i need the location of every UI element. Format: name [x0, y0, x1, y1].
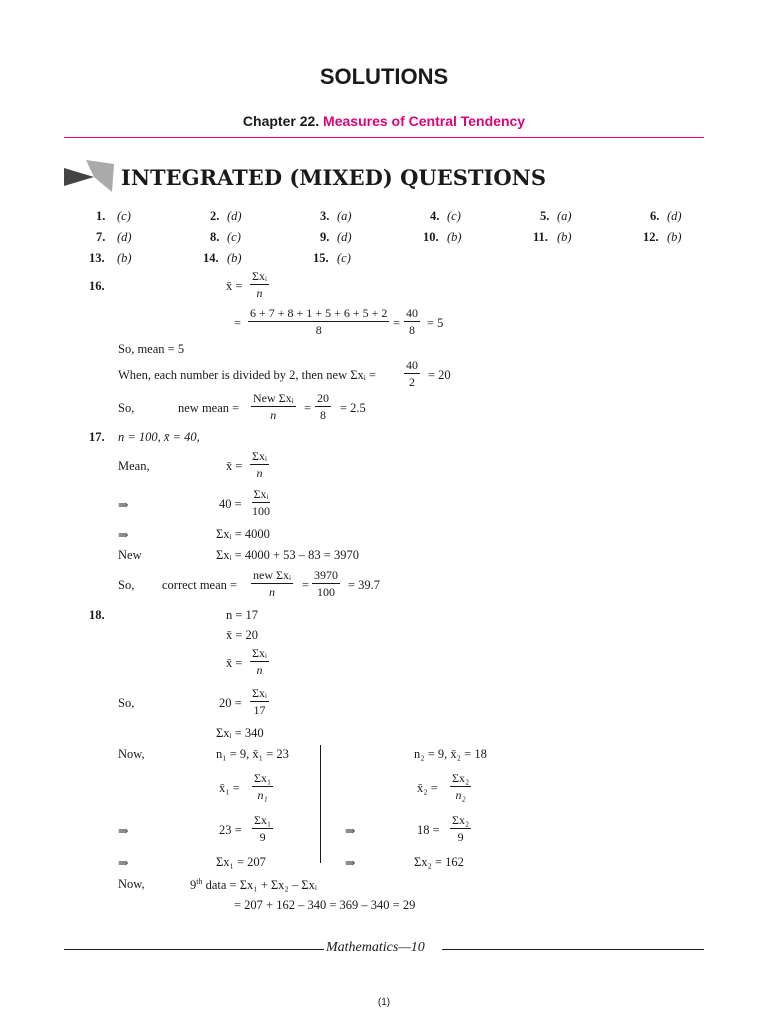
header-divider: [64, 137, 704, 138]
answer-choice: (a): [337, 209, 352, 223]
text-line: 20 =: [219, 696, 242, 710]
answer-number: 4.: [430, 209, 440, 223]
left-given: n₁ = 9, x̄₁ = 23: [216, 747, 289, 761]
result: = 5: [427, 316, 444, 330]
denominator: 8: [320, 408, 326, 422]
text-line: 40 =: [219, 497, 242, 511]
numerator: Σxᵢ: [252, 646, 267, 660]
denominator: 9: [259, 830, 266, 844]
answer-number: 2.: [210, 209, 220, 223]
equals: =: [234, 316, 242, 330]
fraction: [315, 391, 331, 422]
text-line: x̄ = 20: [226, 628, 259, 642]
denominator: 100: [317, 585, 335, 599]
answer-number: 9.: [320, 230, 330, 244]
footer-rule-left: [64, 949, 324, 950]
fraction: [250, 646, 269, 677]
right-given: n₂ = 9, x̄₂ = 18: [414, 747, 487, 761]
denominator: 100: [252, 504, 270, 518]
fraction: [250, 269, 269, 300]
fraction: [312, 568, 340, 599]
implies-arrow: ⇒: [345, 824, 356, 838]
fraction: [252, 813, 273, 844]
text-line: Σxᵢ = 4000 + 53 – 83 = 3970: [216, 548, 359, 562]
text-line: 18 =: [417, 823, 440, 837]
denominator: n: [256, 466, 263, 480]
numerator: Σx₂: [452, 813, 470, 827]
text-line: New: [118, 548, 142, 562]
text-line: So, mean = 5: [118, 342, 185, 356]
footer-title: Mathematics—10: [326, 940, 425, 955]
section-title: INTEGRATED (MIXED) QUESTIONS: [121, 165, 546, 190]
fraction: [250, 449, 269, 480]
xbar-label: x̄₁ =: [219, 781, 240, 795]
answer-number: 10.: [423, 230, 439, 244]
text-line: 23 =: [219, 823, 242, 837]
fraction: [404, 358, 420, 389]
question-number: 17.: [89, 430, 105, 444]
numerator: Σxᵢ: [252, 449, 267, 463]
xbar-label: x̄ =: [226, 279, 243, 293]
fraction: [248, 306, 389, 337]
section-arrow-icon: [64, 160, 116, 194]
numerator: 6 + 7 + 8 + 1 + 5 + 6 + 5 + 2: [250, 306, 388, 320]
question-number: 16.: [89, 279, 105, 293]
answer-number: 6.: [650, 209, 660, 223]
fraction: [250, 686, 269, 717]
implies-arrow: ⇒: [345, 856, 356, 870]
answer-number: 7.: [96, 230, 106, 244]
answer-choice: (a): [557, 209, 572, 223]
text-line: When, each number is divided by 2, then new Σxᵢ =: [118, 368, 376, 382]
ninth-suffix: th: [196, 877, 203, 886]
numerator: Σxᵢ: [253, 487, 269, 501]
text-line: Σx₂ = 162: [414, 855, 464, 869]
xbar-label: x̄ =: [226, 656, 243, 670]
answer-choice: (b): [117, 251, 132, 265]
chapter-name: Measures of Central Tendency: [323, 113, 526, 129]
answer-number: 5.: [540, 209, 550, 223]
text-line: Now,: [118, 747, 145, 761]
final-answer: = 207 + 162 – 340 = 369 – 340 = 29: [234, 898, 416, 912]
numerator: Σx₁: [254, 813, 272, 827]
numerator: 3970: [314, 568, 338, 582]
fraction: [450, 771, 471, 802]
text-line: Σxᵢ = 4000: [216, 527, 270, 541]
numerator: Σxᵢ: [252, 269, 267, 283]
answer-choice: (d): [337, 230, 352, 244]
answer-choice: (b): [447, 230, 462, 244]
numerator: 40: [406, 358, 418, 372]
text-line: Σx₁ = 207: [216, 855, 266, 869]
text-line: So,: [118, 696, 135, 710]
implies-arrow: ⇒: [118, 824, 129, 838]
text-line: Now,: [118, 877, 145, 891]
numerator: New Σxᵢ: [253, 391, 294, 405]
answer-number: 1.: [96, 209, 106, 223]
text-line: Σxᵢ = 340: [216, 726, 264, 740]
answer-choice: (d): [117, 230, 132, 244]
result: = 2.5: [340, 401, 366, 415]
equals: =: [304, 401, 312, 415]
ninth-data-line: [190, 877, 317, 893]
text-line: correct mean =: [162, 578, 238, 592]
denominator: 8: [315, 323, 322, 337]
denominator: n₁: [257, 788, 268, 802]
answer-choice: (c): [227, 230, 241, 244]
fraction: [251, 568, 293, 599]
answer-number: 3.: [320, 209, 330, 223]
fraction: [404, 306, 420, 337]
denominator: n₂: [455, 788, 466, 802]
answer-number: 11.: [533, 230, 548, 244]
answer-choice: (c): [447, 209, 461, 223]
fraction: [252, 771, 273, 802]
implies-arrow: ⇒: [118, 498, 129, 512]
numerator: Σx₁: [254, 771, 272, 785]
given-values: n = 100, x̄ = 40,: [118, 430, 200, 444]
answer-choice: (d): [667, 209, 682, 223]
equals: =: [393, 316, 401, 330]
answer-number: 13.: [89, 251, 105, 265]
implies-arrow: ⇒: [118, 528, 129, 542]
numerator: Σxᵢ: [252, 686, 267, 700]
chapter-prefix: Chapter 22.: [242, 113, 320, 129]
text-line: n = 17: [226, 608, 259, 622]
answer-number: 14.: [203, 251, 219, 265]
ninth-expression: data = Σx₁ + Σx₂ – Σxᵢ: [202, 878, 317, 893]
denominator: n: [268, 585, 275, 599]
fraction: [450, 813, 471, 844]
xbar-label: x̄ =: [226, 459, 243, 473]
answer-choice: (b): [667, 230, 682, 244]
answer-choice: (b): [227, 251, 242, 265]
footer-rule-right: [442, 949, 704, 950]
ninth-number: 9: [190, 878, 197, 893]
denominator: 2: [409, 375, 415, 389]
xbar-label: x̄₂ =: [417, 781, 438, 795]
column-divider: [320, 745, 321, 863]
numerator: 20: [317, 391, 329, 405]
page-number: (1): [377, 997, 391, 1008]
answer-choice: (d): [227, 209, 242, 223]
denominator: n: [256, 663, 263, 677]
implies-arrow: ⇒: [118, 856, 129, 870]
denominator: 8: [409, 323, 415, 337]
result: = 20: [428, 368, 451, 382]
numerator: new Σxᵢ: [253, 568, 291, 582]
text-line: Mean,: [118, 459, 150, 473]
question-number: 18.: [89, 608, 105, 622]
answer-choice: (b): [557, 230, 572, 244]
answer-number: 12.: [643, 230, 659, 244]
result: = 39.7: [348, 578, 381, 592]
answer-number: 15.: [313, 251, 329, 265]
equals: =: [302, 578, 310, 592]
answer-choice: (c): [337, 251, 351, 265]
page-title: SOLUTIONS: [319, 64, 449, 89]
numerator: Σx₂: [452, 771, 470, 785]
text-line: So,: [118, 401, 135, 415]
text-line: new mean =: [178, 401, 240, 415]
fraction: [250, 487, 272, 518]
text-line: So,: [118, 578, 135, 592]
chapter-heading: [0, 113, 768, 129]
denominator: n: [270, 408, 277, 422]
denominator: 17: [253, 703, 266, 717]
answer-choice: (c): [117, 209, 131, 223]
denominator: n: [256, 286, 263, 300]
answer-number: 8.: [210, 230, 220, 244]
numerator: 40: [406, 306, 418, 320]
fraction: [251, 391, 296, 422]
denominator: 9: [457, 830, 464, 844]
